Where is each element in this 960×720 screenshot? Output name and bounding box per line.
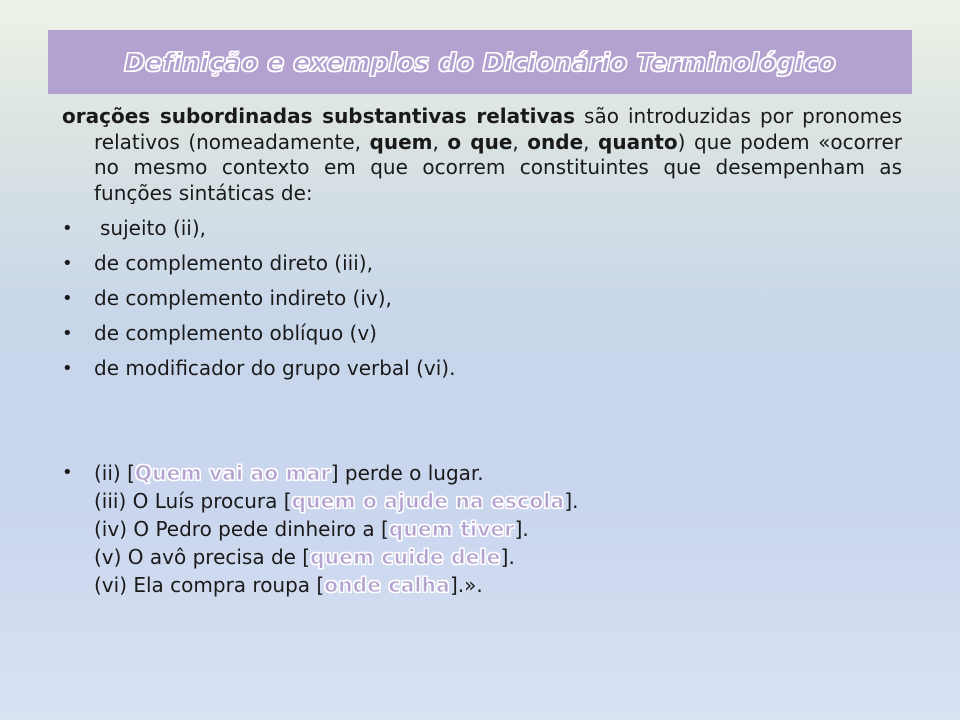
pronoun-quem: quem [369,129,433,154]
bullet-icon: • [62,357,73,379]
example-highlight: Quem vai ao mar [134,461,331,485]
intro-text-1: são introduzidas por pronomes relativos (nomeadamente, [94,104,902,154]
example-text: (ii) [ [94,461,135,485]
example-text: ].». [449,573,483,597]
example-line [94,543,902,571]
bullet-icon: • [62,287,73,309]
example-highlight: quem cuide dele [310,545,501,569]
separator: , [432,129,448,154]
bullet-icon: • [62,462,73,483]
list-item [62,286,902,312]
bullet-icon: • [62,217,73,239]
example-text: (vi) Ela compra roupa [ [94,573,325,597]
list-item [62,251,902,277]
intro-text-2: ) que podem «ocorrer no mesmo contexto em que ocorrem constituintes que desempenham as funções sintáticas de: [94,129,902,205]
definition-paragraph [62,104,902,206]
list-item [62,356,902,382]
title-bar [48,30,912,94]
example-text: ]. [500,545,515,569]
bullet-icon: • [62,322,73,344]
list-item-text: de complemento direto (iii), [94,250,373,275]
list-item-text: de complemento indireto (iv), [94,285,392,310]
function-list [62,216,902,382]
term-text: orações subordinadas substantivas relativas [62,104,575,128]
pronoun-quanto: quanto [598,129,678,154]
example-text: (v) O avô precisa de [ [94,545,311,569]
example-highlight: quem o ajude na escola [291,489,565,513]
examples-block [62,459,902,599]
definition-block [62,104,902,381]
pronoun-onde: onde [527,129,584,154]
list-item [62,321,902,347]
example-text: (iii) O Luís procura [ [94,489,292,513]
example-line [94,515,902,543]
example-text: ]. [564,489,579,513]
example-text: (iv) O Pedro pede dinheiro a [ [94,517,389,541]
list-item [62,216,902,242]
bullet-icon: • [62,252,73,274]
list-item-text: de complemento oblíquo (v) [94,320,377,345]
example-highlight: onde calha [324,573,450,597]
slide-title: Definição e exemplos do Dicionário Terminológico [124,47,836,77]
example-text: ] perde o lugar. [330,461,484,485]
list-item-text: de modificador do grupo verbal (vi). [94,355,456,380]
example-line [94,571,902,599]
example-highlight: quem tiver [388,517,515,541]
pronoun-o-que: o que [447,129,513,154]
example-line [94,487,902,515]
list-item-text: sujeito (ii), [100,215,207,240]
separator: , [583,129,599,154]
examples-lines [62,459,902,599]
example-text: ]. [514,517,529,541]
example-line [94,459,902,487]
separator: , [512,129,528,154]
